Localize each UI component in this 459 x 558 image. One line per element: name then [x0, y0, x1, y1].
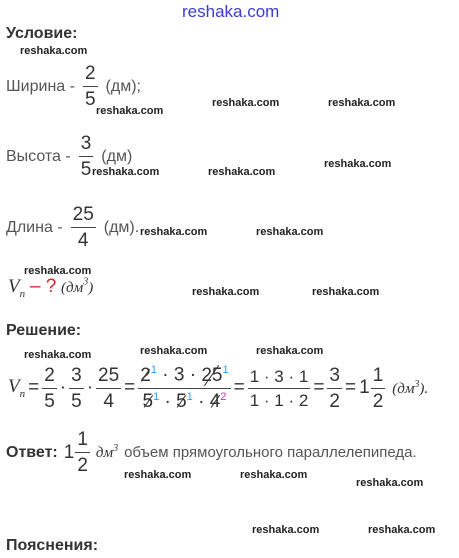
watermark: reshaka.com — [96, 105, 164, 117]
width-label: Ширина - — [6, 77, 75, 95]
length-line — [6, 205, 139, 250]
fraction-mixed: $\frac{1}{2}$ — [372, 364, 384, 412]
watermark: reshaka.com — [212, 97, 280, 109]
fraction-cancelled: $\frac{2^1 \cdot 3 \cdot 25^1}{5^1 \cdot 5^1 \cdot 4^2}$ — [140, 364, 229, 412]
multiply-dot: · — [59, 377, 67, 398]
height-label: Высота - — [6, 147, 71, 165]
watermark: reshaka.com — [140, 226, 208, 238]
watermark: reshaka.com — [256, 345, 324, 357]
answer-whole: 1 — [63, 441, 75, 463]
width-line — [6, 64, 141, 109]
length-numerator: 25 — [71, 205, 96, 228]
height-numerator: 3 — [79, 134, 94, 157]
volume-unit-open: (дм — [61, 280, 84, 296]
watermark: reshaka.com — [124, 469, 192, 481]
fraction-width: $\frac{2}{5}$ — [44, 364, 55, 412]
answer-text: объем прямоугольного параллелепипеда. — [124, 444, 417, 461]
watermark: reshaka.com — [324, 158, 392, 170]
equals-sign: = — [313, 377, 325, 398]
watermark: reshaka.com — [368, 524, 436, 536]
width-unit: (дм); — [105, 77, 141, 95]
watermark: reshaka.com — [356, 477, 424, 489]
watermark: reshaka.com — [256, 226, 324, 238]
length-denominator: 4 — [77, 230, 89, 251]
height-denominator: 5 — [80, 159, 92, 180]
height-unit: (дм) — [101, 147, 133, 165]
volume-question: – ? — [29, 276, 57, 297]
fraction-length: $\frac{25}{4}$ — [98, 364, 120, 412]
volume-unknown — [8, 276, 93, 300]
fraction-height: $\frac{3}{5}$ — [71, 364, 82, 412]
solution-v: $V_п$ — [8, 376, 26, 400]
equals-sign: = — [124, 377, 136, 398]
volume-subscript: п — [19, 287, 26, 300]
length-unit: (дм). — [103, 218, 140, 236]
watermark: reshaka.com — [24, 265, 92, 277]
watermark: reshaka.com — [208, 166, 276, 178]
answer-unit: $дм^3$ — [95, 443, 119, 461]
answer-line — [6, 430, 417, 475]
site-title[interactable]: reshaka.com — [182, 2, 280, 21]
watermark: reshaka.com — [328, 97, 396, 109]
width-numerator: 2 — [83, 64, 98, 87]
mixed-whole: 1 — [359, 377, 370, 398]
explanation-heading: Пояснения: — [6, 537, 99, 554]
length-label: Длина - — [6, 218, 63, 236]
answer-fraction: $\frac{1}{2}$ — [77, 429, 88, 476]
length-fraction — [71, 205, 96, 250]
solution-unit: $(дм^3)$. — [392, 378, 429, 397]
volume-symbol: V — [8, 276, 20, 297]
watermark: reshaka.com — [20, 45, 88, 57]
condition-heading: Условие: — [6, 25, 78, 42]
width-fraction — [83, 64, 98, 109]
solution-equation — [8, 360, 431, 416]
fraction-improper: $\frac{3}{2}$ — [329, 364, 340, 412]
width-denominator: 5 — [84, 89, 96, 110]
watermark: reshaka.com — [92, 166, 160, 178]
volume-unit-exp: 3 — [83, 276, 89, 288]
watermark: reshaka.com — [192, 286, 260, 298]
watermark: reshaka.com — [240, 469, 308, 481]
fraction-reduced: $\frac{1 \cdot 3 \cdot 1}{1 \cdot 1 \cdot 2}$ — [249, 366, 309, 410]
equals-sign: = — [345, 377, 357, 398]
answer-label: Ответ: — [6, 443, 58, 461]
watermark: reshaka.com — [252, 524, 320, 536]
watermark: reshaka.com — [24, 349, 92, 361]
equals-sign: = — [28, 377, 40, 398]
volume-unit-close: ) — [88, 280, 94, 296]
watermark: reshaka.com — [312, 286, 380, 298]
watermark: reshaka.com — [140, 345, 208, 357]
equals-sign: = — [233, 377, 245, 398]
solution-heading: Решение: — [6, 322, 82, 339]
multiply-dot: · — [86, 377, 94, 398]
